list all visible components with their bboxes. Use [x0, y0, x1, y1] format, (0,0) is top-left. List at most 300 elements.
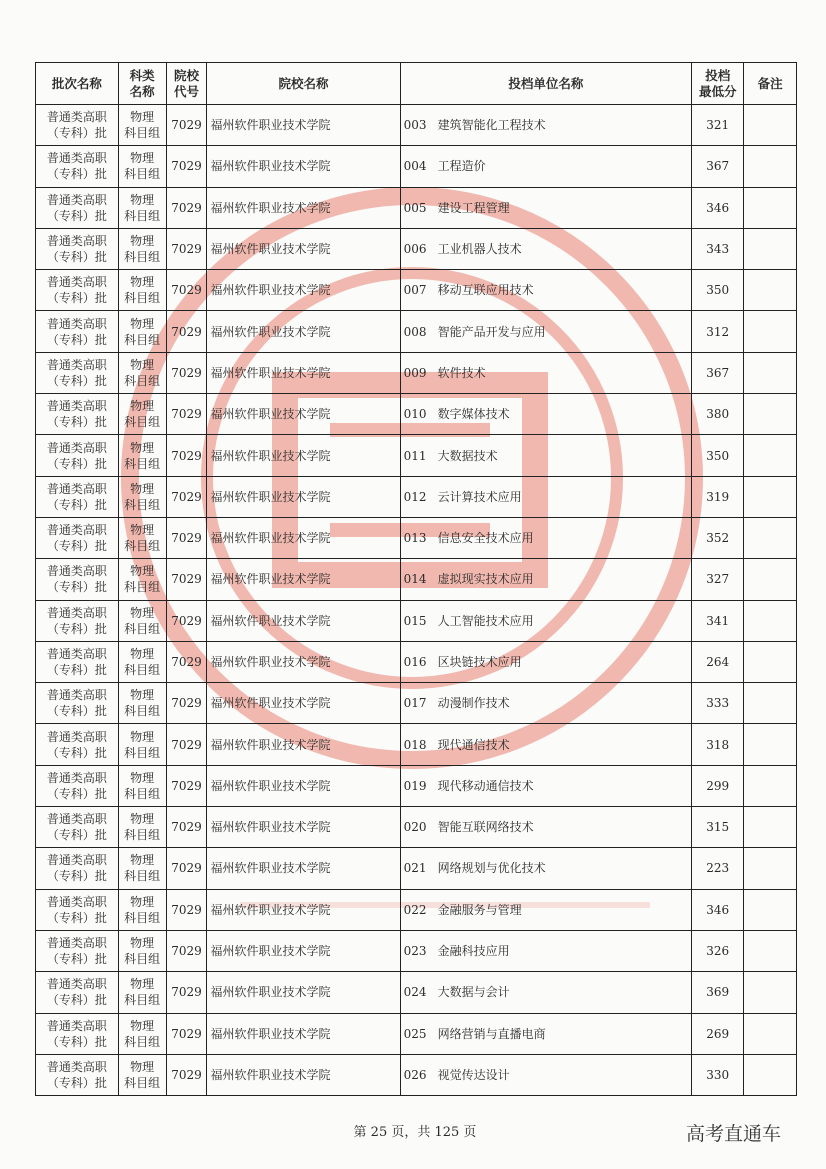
batch-cell	[36, 930, 119, 971]
category-line-1: 物理	[130, 1059, 155, 1074]
category-line-2: 科目组	[124, 663, 161, 677]
note-cell	[744, 146, 797, 187]
school-name-cell: 福州软件职业技术学院	[207, 311, 400, 352]
min-score-cell: 333	[692, 683, 744, 724]
category-line-2: 科目组	[124, 580, 161, 595]
category-cell	[118, 765, 166, 806]
category-cell	[118, 930, 166, 971]
category-line-2: 科目组	[124, 539, 161, 554]
category-line-2: 科目组	[124, 1075, 161, 1090]
school-code-cell: 7029	[166, 228, 207, 269]
category-cell	[118, 311, 166, 352]
school-code-cell: 7029	[166, 517, 207, 558]
unit-cell	[400, 683, 692, 724]
batch-line-2: （专科）批	[46, 621, 107, 636]
table-row	[36, 517, 797, 558]
batch-line-1: 普通类高职	[46, 936, 107, 951]
category-line-2: 科目组	[124, 497, 161, 512]
batch-line-1: 普通类高职	[46, 110, 107, 125]
unit-name: 云计算技术应用	[437, 489, 522, 504]
batch-line-2: （专科）批	[46, 786, 107, 801]
note-cell	[744, 311, 797, 352]
col-min-score-label-2: 最低分	[698, 83, 737, 99]
unit-cell	[400, 807, 692, 848]
unit-code: 015	[403, 613, 427, 628]
unit-cell	[400, 1013, 692, 1054]
table-row	[36, 1054, 797, 1095]
unit-name: 动漫制作技术	[437, 696, 510, 711]
category-line-1: 物理	[130, 1018, 155, 1033]
unit-code: 026	[403, 1067, 427, 1082]
note-cell	[744, 641, 797, 682]
category-cell	[118, 187, 166, 228]
category-line-1: 物理	[130, 688, 155, 703]
batch-line-2: （专科）批	[46, 745, 107, 760]
batch-cell	[36, 476, 119, 517]
unit-code: 025	[403, 1026, 427, 1041]
batch-cell	[36, 435, 119, 476]
batch-line-1: 普通类高职	[46, 357, 107, 372]
school-code-cell: 7029	[166, 270, 207, 311]
school-name-cell: 福州软件职业技术学院	[207, 228, 400, 269]
school-code-cell: 7029	[166, 807, 207, 848]
min-score-cell: 312	[692, 311, 744, 352]
batch-line-2: （专科）批	[46, 167, 107, 182]
unit-code: 009	[403, 365, 427, 380]
note-cell	[744, 724, 797, 765]
category-line-1: 物理	[130, 357, 155, 372]
category-line-2: 科目组	[124, 786, 161, 801]
category-line-2: 科目组	[124, 250, 161, 265]
note-cell	[744, 848, 797, 889]
batch-cell	[36, 724, 119, 765]
col-category	[118, 63, 166, 105]
min-score-cell: 318	[692, 724, 744, 765]
note-cell	[744, 889, 797, 930]
min-score-cell: 346	[692, 889, 744, 930]
batch-cell	[36, 1054, 119, 1095]
category-line-2: 科目组	[124, 415, 161, 430]
school-code-cell: 7029	[166, 352, 207, 393]
category-cell	[118, 889, 166, 930]
category-cell	[118, 435, 166, 476]
category-line-1: 物理	[130, 936, 155, 951]
batch-line-1: 普通类高职	[46, 234, 107, 249]
unit-name: 工业机器人技术	[437, 242, 522, 257]
col-batch-label: 批次名称	[51, 75, 102, 91]
unit-code: 019	[403, 778, 427, 793]
table-row	[36, 972, 797, 1013]
school-code-cell: 7029	[166, 600, 207, 641]
unit-cell	[400, 889, 692, 930]
unit-code: 017	[403, 696, 427, 711]
note-cell	[744, 187, 797, 228]
batch-cell	[36, 683, 119, 724]
batch-line-2: （专科）批	[46, 250, 107, 265]
batch-line-1: 普通类高职	[46, 564, 107, 579]
batch-line-2: （专科）批	[46, 126, 107, 141]
unit-cell	[400, 641, 692, 682]
min-score-cell: 319	[692, 476, 744, 517]
batch-line-1: 普通类高职	[46, 977, 107, 992]
unit-code: 013	[403, 531, 427, 546]
unit-code: 018	[403, 737, 427, 752]
batch-line-1: 普通类高职	[46, 481, 107, 496]
category-cell	[118, 848, 166, 889]
unit-code: 006	[403, 242, 427, 257]
category-line-1: 物理	[130, 234, 155, 249]
category-cell	[118, 1013, 166, 1054]
min-score-cell: 343	[692, 228, 744, 269]
unit-cell	[400, 228, 692, 269]
category-cell	[118, 600, 166, 641]
unit-cell	[400, 105, 692, 146]
category-cell	[118, 105, 166, 146]
unit-name: 软件技术	[437, 365, 486, 380]
table-row	[36, 765, 797, 806]
unit-cell	[400, 517, 692, 558]
unit-code: 008	[403, 324, 427, 339]
unit-cell	[400, 930, 692, 971]
category-line-1: 物理	[130, 440, 155, 455]
category-line-2: 科目组	[124, 126, 161, 141]
school-code-cell: 7029	[166, 1054, 207, 1095]
batch-cell	[36, 972, 119, 1013]
school-name-cell: 福州软件职业技术学院	[207, 352, 400, 393]
col-note-label: 备注	[757, 75, 783, 91]
table-row	[36, 889, 797, 930]
category-line-1: 物理	[130, 481, 155, 496]
batch-line-1: 普通类高职	[46, 688, 107, 703]
min-score-cell: 367	[692, 352, 744, 393]
unit-name: 网络营销与直播电商	[437, 1026, 546, 1041]
table-row	[36, 683, 797, 724]
batch-line-1: 普通类高职	[46, 275, 107, 290]
category-line-2: 科目组	[124, 828, 161, 843]
table-row	[36, 228, 797, 269]
batch-cell	[36, 889, 119, 930]
category-line-1: 物理	[130, 894, 155, 909]
unit-cell	[400, 765, 692, 806]
table-row	[36, 724, 797, 765]
min-score-cell: 341	[692, 600, 744, 641]
batch-line-1: 普通类高职	[46, 812, 107, 827]
unit-code: 004	[403, 159, 427, 174]
category-line-1: 物理	[130, 853, 155, 868]
unit-cell	[400, 559, 692, 600]
unit-name: 大数据技术	[437, 448, 498, 463]
batch-line-2: （专科）批	[46, 1075, 107, 1090]
unit-cell	[400, 187, 692, 228]
brand-watermark: 高考直通车	[686, 1123, 782, 1145]
unit-cell	[400, 352, 692, 393]
min-score-cell: 299	[692, 765, 744, 806]
batch-line-1: 普通类高职	[46, 523, 107, 538]
school-name-cell: 福州软件职业技术学院	[207, 765, 400, 806]
category-line-1: 物理	[130, 399, 155, 414]
page-number: 第 25 页，共 125 页	[353, 1125, 477, 1140]
col-school-name	[207, 63, 400, 105]
unit-name: 现代移动通信技术	[437, 778, 534, 793]
school-code-cell: 7029	[166, 683, 207, 724]
school-code-cell: 7029	[166, 394, 207, 435]
school-name-cell: 福州软件职业技术学院	[207, 517, 400, 558]
unit-code: 024	[403, 985, 427, 1000]
batch-cell	[36, 352, 119, 393]
school-code-cell: 7029	[166, 435, 207, 476]
note-cell	[744, 435, 797, 476]
unit-cell	[400, 270, 692, 311]
unit-code: 005	[403, 200, 427, 215]
school-name-cell: 福州软件职业技术学院	[207, 889, 400, 930]
batch-cell	[36, 105, 119, 146]
category-cell	[118, 724, 166, 765]
batch-line-2: （专科）批	[46, 291, 107, 306]
batch-line-2: （专科）批	[46, 869, 107, 884]
note-cell	[744, 807, 797, 848]
unit-name: 视觉传达设计	[437, 1067, 510, 1082]
col-unit-name-label: 投档单位名称	[508, 75, 584, 91]
batch-line-1: 普通类高职	[46, 853, 107, 868]
unit-cell	[400, 724, 692, 765]
batch-line-2: （专科）批	[46, 539, 107, 554]
table-row	[36, 146, 797, 187]
batch-cell	[36, 517, 119, 558]
school-code-cell: 7029	[166, 848, 207, 889]
table-row	[36, 270, 797, 311]
unit-code: 014	[403, 572, 427, 587]
min-score-cell: 269	[692, 1013, 744, 1054]
col-school-code-label-2: 代号	[173, 83, 199, 99]
school-name-cell: 福州软件职业技术学院	[207, 270, 400, 311]
school-name-cell: 福州软件职业技术学院	[207, 848, 400, 889]
table-row	[36, 641, 797, 682]
category-line-1: 物理	[130, 523, 155, 538]
batch-cell	[36, 394, 119, 435]
school-code-cell: 7029	[166, 889, 207, 930]
col-school-code-label-1: 院校	[173, 67, 199, 83]
table-row	[36, 352, 797, 393]
school-name-cell: 福州软件职业技术学院	[207, 1013, 400, 1054]
category-line-2: 科目组	[124, 456, 161, 471]
unit-cell	[400, 1054, 692, 1095]
category-line-2: 科目组	[124, 993, 161, 1008]
table-row	[36, 435, 797, 476]
unit-code: 011	[403, 448, 427, 463]
batch-line-2: （专科）批	[46, 993, 107, 1008]
school-name-cell: 福州软件职业技术学院	[207, 641, 400, 682]
batch-line-2: （专科）批	[46, 828, 107, 843]
table-row	[36, 1013, 797, 1054]
batch-line-2: （专科）批	[46, 1034, 107, 1049]
unit-name: 大数据与会计	[437, 985, 510, 1000]
batch-line-1: 普通类高职	[46, 1018, 107, 1033]
min-score-cell: 352	[692, 517, 744, 558]
batch-cell	[36, 270, 119, 311]
category-cell	[118, 476, 166, 517]
table-row	[36, 476, 797, 517]
col-category-label-2: 名称	[129, 83, 155, 99]
batch-line-2: （专科）批	[46, 208, 107, 223]
category-line-1: 物理	[130, 275, 155, 290]
category-line-1: 物理	[130, 151, 155, 166]
category-cell	[118, 228, 166, 269]
school-code-cell: 7029	[166, 559, 207, 600]
unit-name: 区块链技术应用	[437, 655, 522, 669]
unit-name: 网络规划与优化技术	[437, 861, 546, 876]
category-line-2: 科目组	[124, 208, 161, 223]
note-cell	[744, 228, 797, 269]
note-cell	[744, 352, 797, 393]
category-line-1: 物理	[130, 192, 155, 207]
category-line-1: 物理	[130, 977, 155, 992]
unit-name: 虚拟现实技术应用	[437, 572, 534, 587]
note-cell	[744, 270, 797, 311]
batch-cell	[36, 146, 119, 187]
table-row	[36, 394, 797, 435]
unit-cell	[400, 146, 692, 187]
category-line-1: 物理	[130, 564, 155, 579]
note-cell	[744, 105, 797, 146]
note-cell	[744, 1013, 797, 1054]
unit-name: 金融科技应用	[437, 944, 510, 959]
school-name-cell: 福州软件职业技术学院	[207, 105, 400, 146]
col-school-name-label: 院校名称	[278, 75, 329, 91]
category-line-2: 科目组	[124, 373, 161, 388]
school-code-cell: 7029	[166, 105, 207, 146]
school-code-cell: 7029	[166, 641, 207, 682]
batch-line-1: 普通类高职	[46, 399, 107, 414]
batch-cell	[36, 765, 119, 806]
category-cell	[118, 559, 166, 600]
category-line-2: 科目组	[124, 621, 161, 636]
category-cell	[118, 394, 166, 435]
category-cell	[118, 352, 166, 393]
category-line-2: 科目组	[124, 745, 161, 760]
col-batch	[36, 63, 119, 105]
table-row	[36, 559, 797, 600]
school-name-cell: 福州软件职业技术学院	[207, 435, 400, 476]
category-line-1: 物理	[130, 110, 155, 125]
batch-line-2: （专科）批	[46, 332, 107, 347]
category-cell	[118, 1054, 166, 1095]
category-line-2: 科目组	[124, 332, 161, 347]
unit-name: 建筑智能化工程技术	[437, 118, 546, 133]
category-cell	[118, 683, 166, 724]
unit-name: 移动互联应用技术	[437, 283, 534, 298]
min-score-cell: 367	[692, 146, 744, 187]
min-score-cell: 315	[692, 807, 744, 848]
unit-code: 016	[403, 655, 427, 669]
category-cell	[118, 146, 166, 187]
unit-cell	[400, 972, 692, 1013]
school-code-cell: 7029	[166, 1013, 207, 1054]
batch-line-2: （专科）批	[46, 910, 107, 925]
min-score-cell: 350	[692, 270, 744, 311]
batch-line-1: 普通类高职	[46, 151, 107, 166]
batch-cell	[36, 187, 119, 228]
school-code-cell: 7029	[166, 765, 207, 806]
unit-name: 现代通信技术	[437, 737, 510, 752]
category-line-2: 科目组	[124, 291, 161, 306]
school-name-cell: 福州软件职业技术学院	[207, 559, 400, 600]
min-score-cell: 369	[692, 972, 744, 1013]
min-score-cell: 264	[692, 641, 744, 682]
unit-name: 建设工程管理	[437, 200, 510, 215]
table-row	[36, 930, 797, 971]
category-line-1: 物理	[130, 316, 155, 331]
table-row	[36, 105, 797, 146]
batch-line-1: 普通类高职	[46, 316, 107, 331]
unit-name: 人工智能技术应用	[437, 613, 534, 628]
category-line-1: 物理	[130, 729, 155, 744]
unit-cell	[400, 848, 692, 889]
batch-line-2: （专科）批	[46, 456, 107, 471]
col-unit-name	[400, 63, 692, 105]
batch-line-1: 普通类高职	[46, 192, 107, 207]
category-line-2: 科目组	[124, 167, 161, 182]
unit-code: 021	[403, 861, 427, 876]
table-row	[36, 187, 797, 228]
note-cell	[744, 972, 797, 1013]
col-school-code	[166, 63, 207, 105]
table-row	[36, 807, 797, 848]
batch-line-2: （专科）批	[46, 952, 107, 967]
school-code-cell: 7029	[166, 930, 207, 971]
batch-line-1: 普通类高职	[46, 440, 107, 455]
school-name-cell: 福州软件职业技术学院	[207, 600, 400, 641]
batch-line-2: （专科）批	[46, 415, 107, 430]
unit-code: 020	[403, 820, 427, 835]
batch-cell	[36, 1013, 119, 1054]
school-name-cell: 福州软件职业技术学院	[207, 807, 400, 848]
school-code-cell: 7029	[166, 724, 207, 765]
category-cell	[118, 517, 166, 558]
col-note	[744, 63, 797, 105]
min-score-cell: 321	[692, 105, 744, 146]
unit-code: 022	[403, 902, 427, 917]
min-score-cell: 330	[692, 1054, 744, 1095]
school-code-cell: 7029	[166, 972, 207, 1013]
unit-cell	[400, 311, 692, 352]
unit-code: 023	[403, 944, 427, 959]
category-line-1: 物理	[130, 605, 155, 620]
note-cell	[744, 683, 797, 724]
col-min-score-label-1: 投档	[705, 67, 731, 83]
batch-line-2: （专科）批	[46, 704, 107, 719]
note-cell	[744, 559, 797, 600]
category-line-2: 科目组	[124, 869, 161, 884]
school-name-cell: 福州软件职业技术学院	[207, 394, 400, 435]
unit-cell	[400, 600, 692, 641]
min-score-cell: 350	[692, 435, 744, 476]
col-category-label-1: 科类	[129, 67, 155, 83]
batch-line-1: 普通类高职	[46, 770, 107, 785]
unit-code: 012	[403, 489, 427, 504]
category-line-2: 科目组	[124, 704, 161, 719]
batch-line-1: 普通类高职	[46, 1059, 107, 1074]
min-score-cell: 223	[692, 848, 744, 889]
unit-name: 工程造价	[437, 159, 486, 174]
note-cell	[744, 600, 797, 641]
table-header-row	[36, 63, 797, 105]
batch-line-2: （专科）批	[46, 663, 107, 677]
min-score-cell: 326	[692, 930, 744, 971]
unit-name: 智能互联网络技术	[437, 820, 534, 835]
school-name-cell: 福州软件职业技术学院	[207, 146, 400, 187]
school-name-cell: 福州软件职业技术学院	[207, 476, 400, 517]
batch-cell	[36, 311, 119, 352]
